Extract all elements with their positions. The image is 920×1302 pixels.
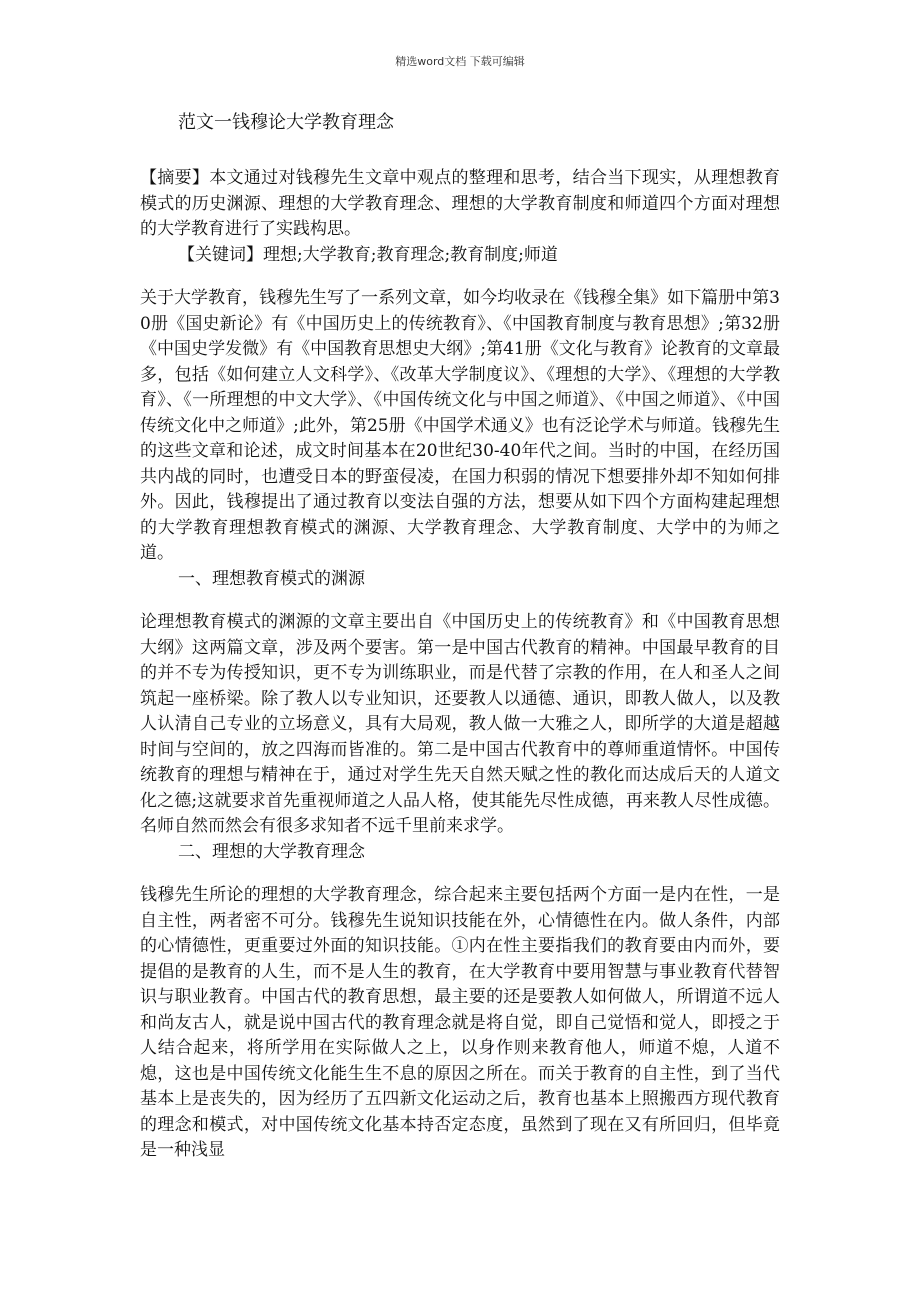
page-header: 精选word文档 下载可编辑	[395, 55, 525, 68]
abstract-paragraph: 【摘要】本文通过对钱穆先生文章中观点的整理和思考，结合当下现实，从理想教育模式的历史渊源、理想的大学教育理念、理想的大学教育制度和师道四个方面对理想的大学教育进行了实践构思。	[140, 168, 780, 239]
intro-paragraph: 关于大学教育，钱穆先生写了一系列文章，如今均收录在《钱穆全集》如下篇册中第30册《国史新论》有《中国历史上的传统教育》、《中国教育制度与教育思想》;第32册《中国史学发微》有《中国教育思想史大纲》;第41册《文化与教育》论教育的文章最多，包括《如何建立人文科学》、《改革大学制度议》、《理想的大学》、《理想的大学教育》、《一所理想的中文大学》、《中国传统文化与中国之师道》、《中国之师道》、《中国传统文化中之师道》;此外，第25册《中国学术通义》也有泛论学术与师道。钱穆先生的这些文章和论述，成文时间基本在20世纪30-40年代之间。当时的中国，在经历国共内战的同时，也遭受日本的野蛮侵凌，在国力积弱的情况下想要排外却不知如何排外。因此，钱穆提出了通过教育以变法自强的方法，想要从如下四个方面构建起理想的大学教育理想教育模式的渊源、大学教育理念、大学教育制度、大学中的为师之道。	[140, 288, 780, 563]
keywords-paragraph: 【关键词】理想;大学教育;教育理念;教育制度;师道	[178, 244, 558, 265]
section-1-paragraph: 论理想教育模式的渊源的文章主要出自《中国历史上的传统教育》和《中国教育思想大纲》这两篇文章，涉及两个要害。第一是中国古代教育的精神。中国最早教育的目的并不专为传授知识，更不专为训练职业，而是代替了宗教的作用，在人和圣人之间筑起一座桥梁。除了教人以专业知识，还要教人以通德、通识，即教人做人，以及教人认清自己专业的立场意义，具有大局观，教人做一大雅之人，即所学的大道是超越时间与空间的，放之四海而皆准的。第二是中国古代教育中的尊师重道情怀。中国传统教育的理想与精神在于，通过对学生先天自然天赋之性的教化而达成后天的人道文化之德;这就要求首先重视师道之人品人格，使其能先尽性成德，再来教人尽性成德。名师自然而然会有很多求知者不远千里前来求学。	[140, 612, 780, 836]
document-title: 范文一钱穆论大学教育理念	[178, 112, 394, 133]
section-2-heading: 二、理想的大学教育理念	[178, 841, 365, 862]
document-body	[140, 108, 780, 1164]
section-2-paragraph: 钱穆先生所论的理想的大学教育理念，综合起来主要包括两个方面一是内在性，一是自主性，两者密不可分。钱穆先生说知识技能在外，心情德性在内。做人条件，内部的心情德性，更重要过外面的知识技能。①内在性主要指我们的教育要由内而外，要提倡的是教育的人生，而不是人生的教育，在大学教育中要用智慧与事业教育代替智识与职业教育。中国古代的教育思想，最主要的还是要教人如何做人，所谓道不远人和尚友古人，就是说中国古代的教育理念就是将自觉，即自己觉悟和觉人，即授之于人结合起来，将所学用在实际做人之上，以身作则来教育他人，师道不熄，人道不熄，这也是中国传统文化能生生不息的原因之所在。而关于教育的自主性，到了当代基本上是丧失的，因为经历了五四新文化运动之后，教育也基本上照搬西方现代教育的理念和模式，对中国传统文化基本持否定态度，虽然到了现在又有所回归，但毕竟是一种浅显	[140, 885, 780, 1160]
section-1-heading: 一、理想教育模式的渊源	[178, 568, 365, 589]
